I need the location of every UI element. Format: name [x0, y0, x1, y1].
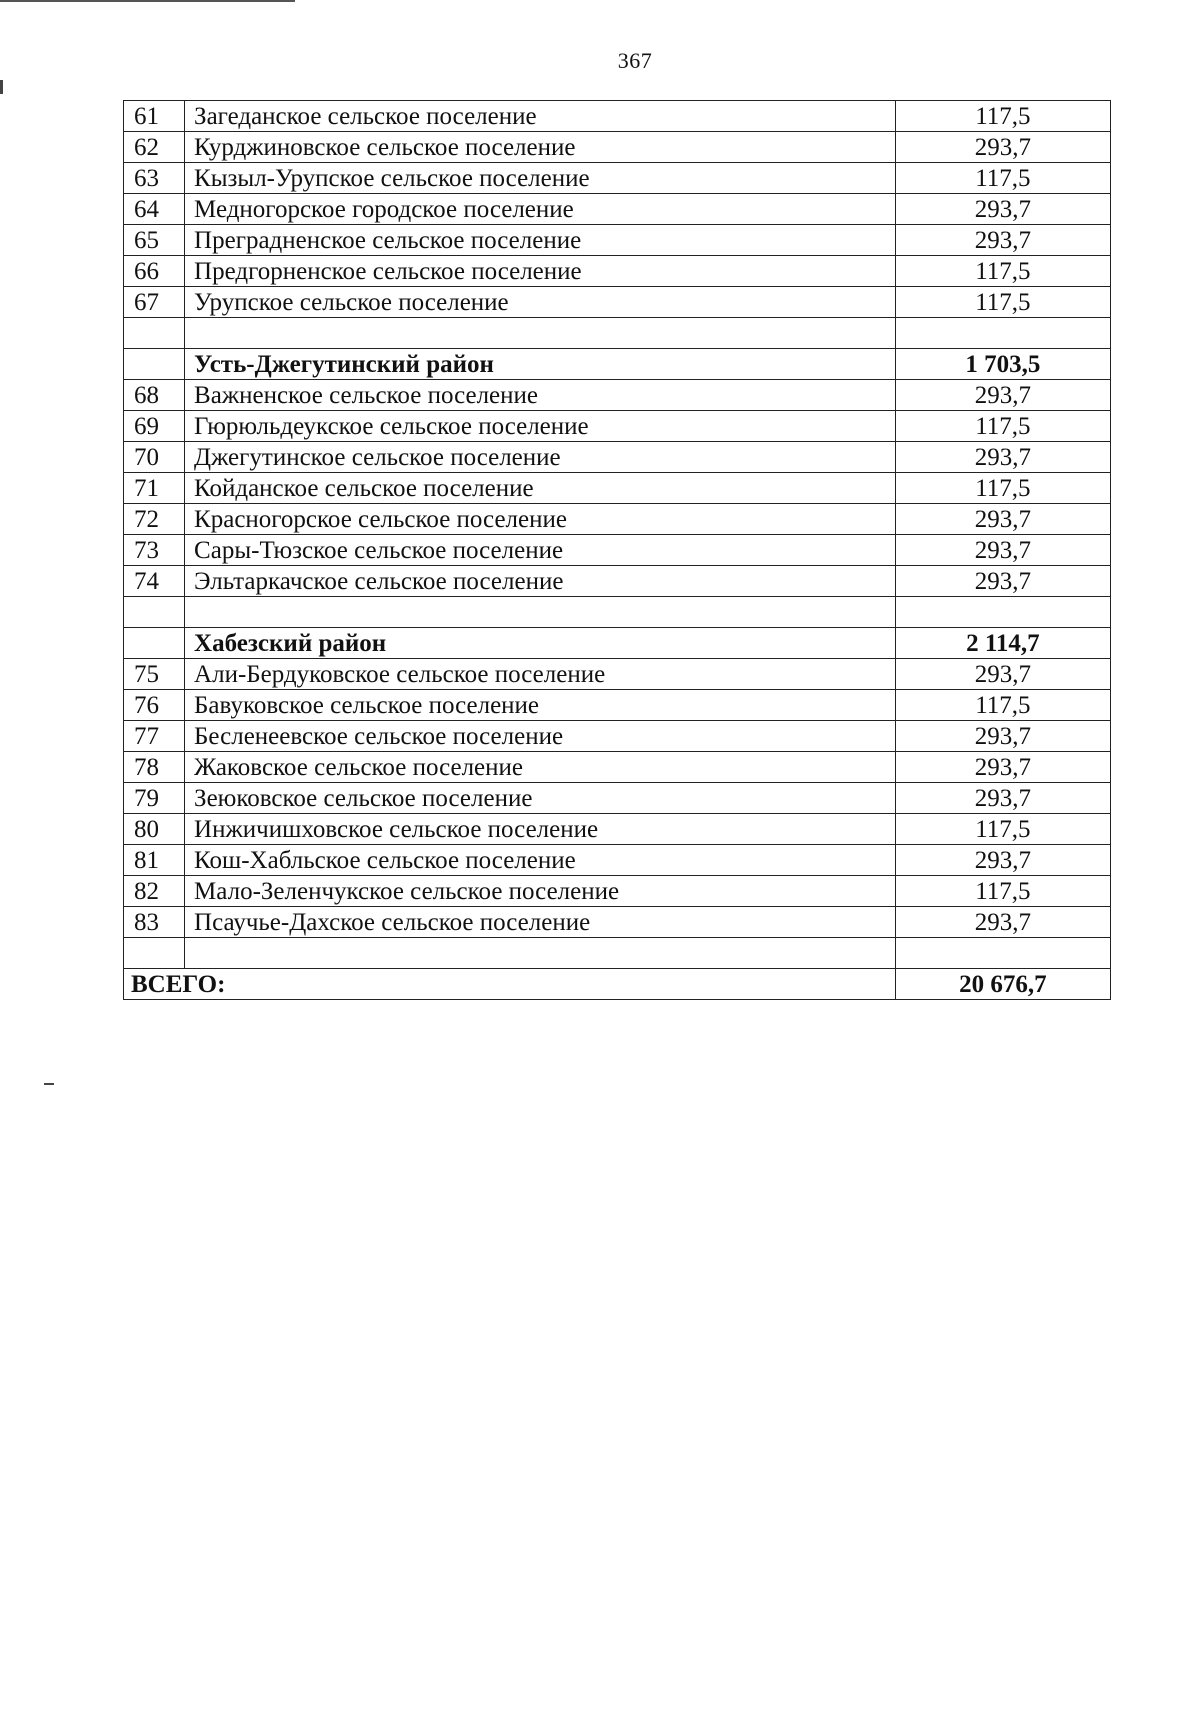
settlement-name: Али-Бердуковское сельское поселение: [185, 659, 896, 690]
table-row: [124, 690, 1111, 721]
row-number: 79: [124, 783, 185, 814]
settlement-value: 117,5: [895, 411, 1110, 442]
row-number: 62: [124, 132, 185, 163]
row-number: 81: [124, 845, 185, 876]
settlement-name: Гюрюльдеукское сельское поселение: [185, 411, 896, 442]
settlement-name: Медногорское городское поселение: [185, 194, 896, 225]
settlement-value: 293,7: [895, 659, 1110, 690]
table-row: [124, 194, 1111, 225]
settlement-value: 293,7: [895, 380, 1110, 411]
settlement-name: Жаковское сельское поселение: [185, 752, 896, 783]
empty-cell: [124, 597, 185, 628]
settlement-value: 293,7: [895, 721, 1110, 752]
settlement-value: 293,7: [895, 225, 1110, 256]
spacer-row: [124, 597, 1111, 628]
row-number: 70: [124, 442, 185, 473]
row-number: 74: [124, 566, 185, 597]
settlement-value: 293,7: [895, 194, 1110, 225]
row-number: 64: [124, 194, 185, 225]
total-value: 20 676,7: [895, 969, 1110, 1000]
row-number: 67: [124, 287, 185, 318]
spacer-row: [124, 318, 1111, 349]
table-row: [124, 411, 1111, 442]
settlement-name: Кош-Хабльское сельское поселение: [185, 845, 896, 876]
table-row: [124, 132, 1111, 163]
settlement-value: 117,5: [895, 876, 1110, 907]
page-number: 367: [617, 48, 653, 73]
settlement-name: Красногорское сельское поселение: [185, 504, 896, 535]
row-number: 63: [124, 163, 185, 194]
settlement-value: 293,7: [895, 566, 1110, 597]
table-row: [124, 380, 1111, 411]
settlement-name: Урупское сельское поселение: [185, 287, 896, 318]
settlement-name: Загеданское сельское поселение: [185, 101, 896, 132]
table-row: [124, 504, 1111, 535]
table-row: [124, 845, 1111, 876]
settlement-value: 293,7: [895, 132, 1110, 163]
settlement-name: Курджиновское сельское поселение: [185, 132, 896, 163]
settlement-value: 117,5: [895, 101, 1110, 132]
table-row: [124, 225, 1111, 256]
table-row: [124, 163, 1111, 194]
empty-cell: [895, 597, 1110, 628]
settlement-name: Сары-Тюзское сельское поселение: [185, 535, 896, 566]
settlement-name: Важненское сельское поселение: [185, 380, 896, 411]
row-number: 68: [124, 380, 185, 411]
row-number: 61: [124, 101, 185, 132]
district-row: [124, 628, 1111, 659]
district-total: 2 114,7: [895, 628, 1110, 659]
settlement-value: 293,7: [895, 535, 1110, 566]
settlement-name: Кызыл-Урупское сельское поселение: [185, 163, 896, 194]
settlement-name: Преградненское сельское поселение: [185, 225, 896, 256]
empty-cell: [124, 349, 185, 380]
table-row: [124, 721, 1111, 752]
settlement-value: 117,5: [895, 814, 1110, 845]
empty-cell: [895, 318, 1110, 349]
settlement-name: Зеюковское сельское поселение: [185, 783, 896, 814]
table-row: [124, 783, 1111, 814]
table-row: [124, 473, 1111, 504]
settlement-value: 293,7: [895, 442, 1110, 473]
row-number: 69: [124, 411, 185, 442]
table-row: [124, 442, 1111, 473]
row-number: 75: [124, 659, 185, 690]
row-number: 82: [124, 876, 185, 907]
empty-cell: [185, 597, 896, 628]
settlement-value: 117,5: [895, 690, 1110, 721]
empty-cell: [124, 938, 185, 969]
settlement-name: Бесленеевское сельское поселение: [185, 721, 896, 752]
district-name: Хабезский район: [185, 628, 896, 659]
settlement-value: 117,5: [895, 256, 1110, 287]
scan-mark: [44, 1083, 54, 1085]
district-name: Усть-Джегутинский район: [185, 349, 896, 380]
table-row: [124, 535, 1111, 566]
settlement-value: 117,5: [895, 163, 1110, 194]
district-total: 1 703,5: [895, 349, 1110, 380]
table-body: [124, 101, 1111, 1000]
row-number: 83: [124, 907, 185, 938]
table-row: [124, 907, 1111, 938]
empty-cell: [124, 628, 185, 659]
settlement-name: Псаучье-Дахское сельское поселение: [185, 907, 896, 938]
scan-mark: [0, 80, 3, 94]
row-number: 77: [124, 721, 185, 752]
settlement-name: Инжичишховское сельское поселение: [185, 814, 896, 845]
settlement-name: Предгорненское сельское поселение: [185, 256, 896, 287]
table-row: [124, 101, 1111, 132]
settlement-value: 117,5: [895, 287, 1110, 318]
table-row: [124, 256, 1111, 287]
settlement-value: 293,7: [895, 504, 1110, 535]
settlement-name: Бавуковское сельское поселение: [185, 690, 896, 721]
total-row: [124, 969, 1111, 1000]
settlement-value: 293,7: [895, 907, 1110, 938]
table-row: [124, 659, 1111, 690]
empty-cell: [124, 318, 185, 349]
table-row: [124, 814, 1111, 845]
settlement-value: 293,7: [895, 845, 1110, 876]
table-row: [124, 752, 1111, 783]
row-number: 71: [124, 473, 185, 504]
row-number: 65: [124, 225, 185, 256]
total-label: ВСЕГО:: [124, 969, 896, 1000]
row-number: 80: [124, 814, 185, 845]
settlement-value: 117,5: [895, 473, 1110, 504]
row-number: 78: [124, 752, 185, 783]
table-row: [124, 566, 1111, 597]
empty-cell: [185, 318, 896, 349]
settlement-name: Джегутинское сельское поселение: [185, 442, 896, 473]
empty-cell: [185, 938, 896, 969]
settlement-name: Эльтаркачское сельское поселение: [185, 566, 896, 597]
settlement-name: Койданское сельское поселение: [185, 473, 896, 504]
row-number: 72: [124, 504, 185, 535]
spacer-row: [124, 938, 1111, 969]
row-number: 66: [124, 256, 185, 287]
settlement-value: 293,7: [895, 752, 1110, 783]
table-row: [124, 876, 1111, 907]
settlement-name: Мало-Зеленчукское сельское поселение: [185, 876, 896, 907]
settlement-value: 293,7: [895, 783, 1110, 814]
row-number: 76: [124, 690, 185, 721]
allocation-table: [123, 100, 1111, 1000]
row-number: 73: [124, 535, 185, 566]
district-row: [124, 349, 1111, 380]
scan-border-line: [0, 0, 295, 2]
empty-cell: [895, 938, 1110, 969]
table-row: [124, 287, 1111, 318]
